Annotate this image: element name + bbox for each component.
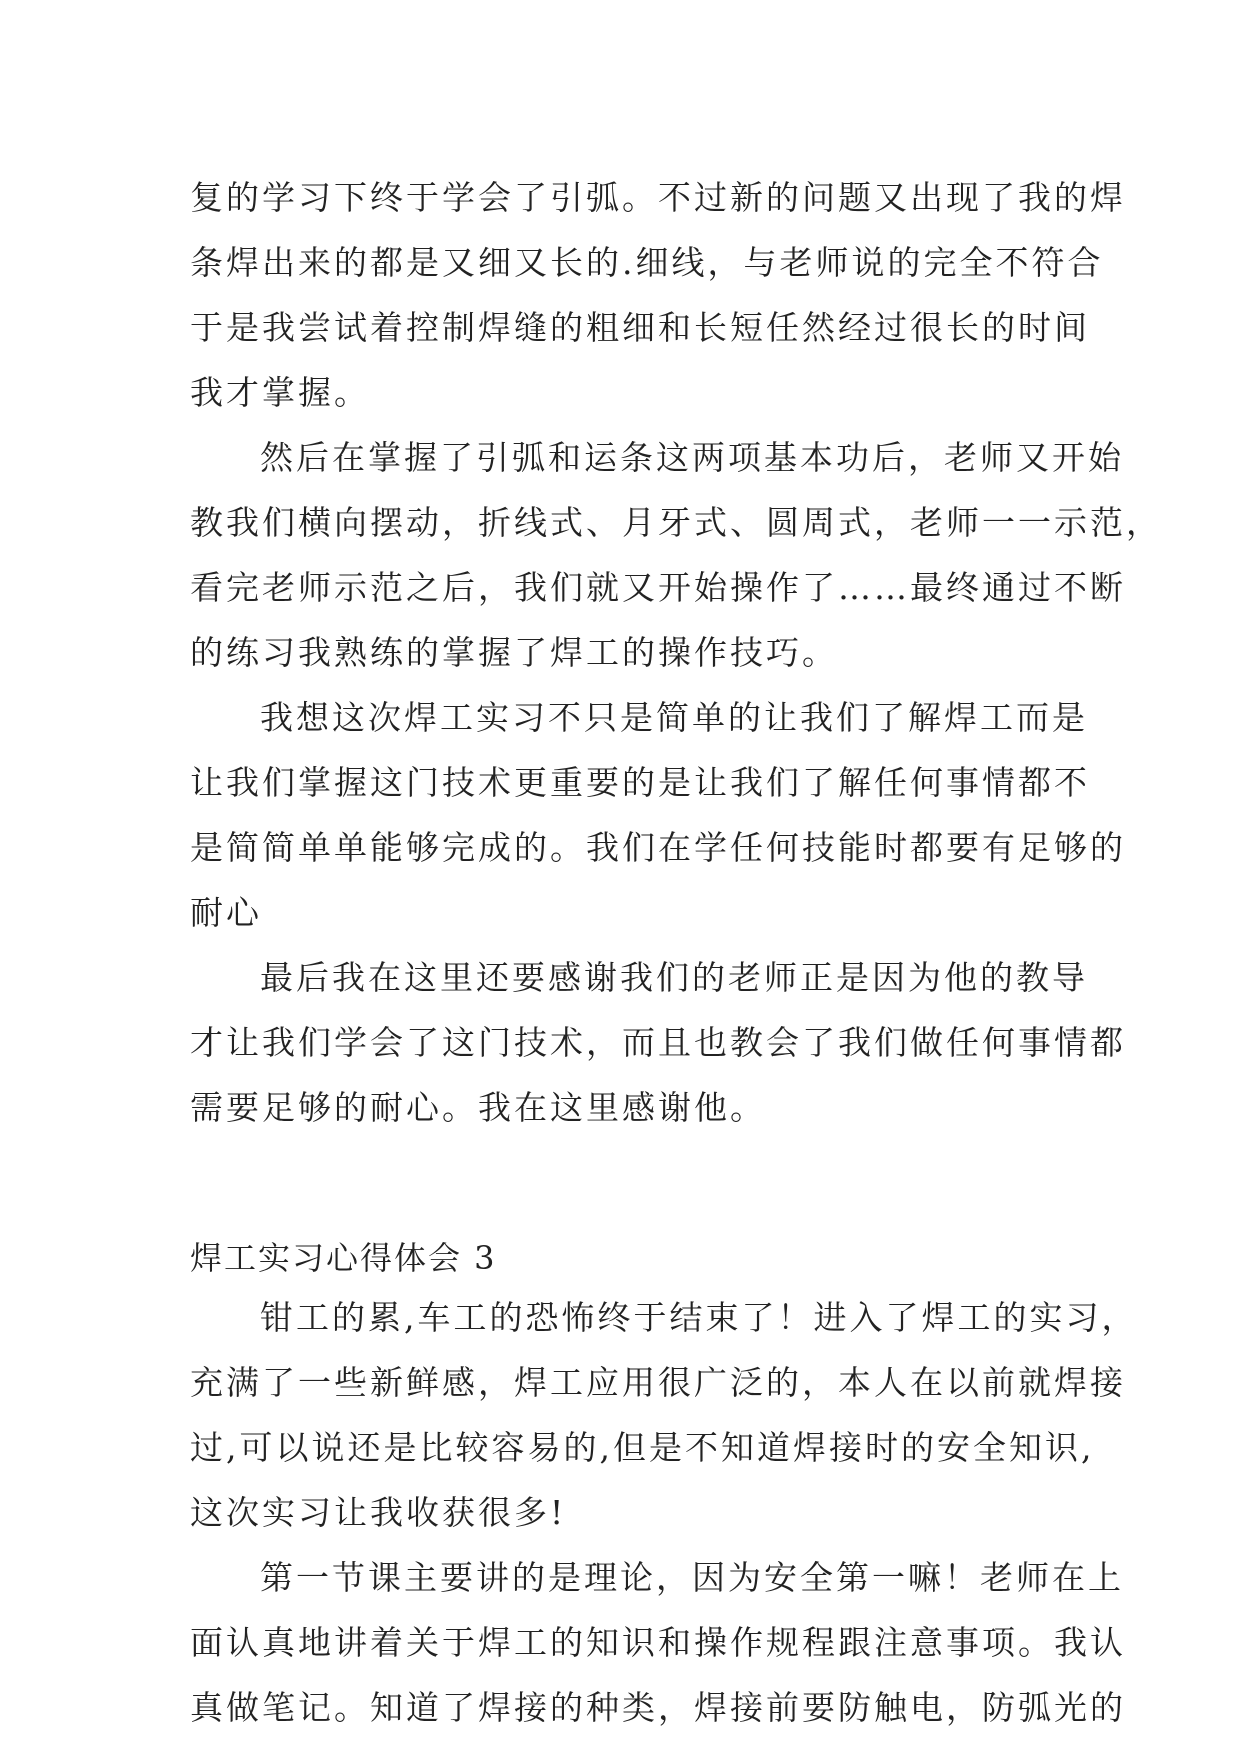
text-line: 才让我们学会了这门技术，而且也教会了我们做任何事情都 bbox=[190, 1023, 1126, 1062]
text-line: 看完老师示范之后，我们就又开始操作了……最终通过不断 bbox=[190, 568, 1126, 607]
body-text-section-1 bbox=[190, 165, 1162, 1140]
text-line: 第一节课主要讲的是理论，因为安全第一嘛！老师在上 bbox=[260, 1558, 1124, 1597]
text-line: 让我们掌握这门技术更重要的是让我们了解任何事情都不 bbox=[190, 763, 1090, 802]
text-line: 教我们横向摆动，折线式、月牙式、圆周式，老师一一示范， bbox=[190, 503, 1162, 542]
text-line: 于是我尝试着控制焊缝的粗细和长短任然经过很长的时间 bbox=[190, 308, 1090, 347]
text-line: 过,可以说还是比较容易的,但是不知道焊接时的安全知识, bbox=[190, 1428, 1095, 1467]
text-line: 真做笔记。知道了焊接的种类，焊接前要防触电，防弧光的 bbox=[190, 1688, 1126, 1727]
text-line: 充满了一些新鲜感，焊工应用很广泛的，本人在以前就焊接 bbox=[190, 1363, 1126, 1402]
text-line: 钳工的累,车工的恐怖终于结束了！进入了焊工的实习， bbox=[260, 1298, 1138, 1337]
body-text-section-2 bbox=[190, 1285, 1138, 1740]
text-line: 复的学习下终于学会了引弧。不过新的问题又出现了我的焊 bbox=[190, 178, 1126, 217]
text-line: 条焊出来的都是又细又长的.细线，与老师说的完全不符合 bbox=[190, 243, 1104, 282]
text-line: 需要足够的耐心。我在这里感谢他。 bbox=[190, 1088, 766, 1127]
text-line: 我才掌握。 bbox=[190, 373, 370, 412]
text-line: 然后在掌握了引弧和运条这两项基本功后，老师又开始 bbox=[260, 438, 1124, 477]
text-line: 耐心 bbox=[190, 893, 262, 932]
text-line: 的练习我熟练的掌握了焊工的操作技巧。 bbox=[190, 633, 838, 672]
text-line: 我想这次焊工实习不只是简单的让我们了解焊工而是 bbox=[260, 698, 1088, 737]
text-line: 面认真地讲着关于焊工的知识和操作规程跟注意事项。我认 bbox=[190, 1623, 1126, 1662]
text-line: 这次实习让我收获很多! bbox=[190, 1493, 567, 1532]
text-line: 最后我在这里还要感谢我们的老师正是因为他的教导 bbox=[260, 958, 1088, 997]
section-heading: 焊工实习心得体会 3 bbox=[190, 1239, 497, 1277]
text-line: 是简简单单能够完成的。我们在学任何技能时都要有足够的 bbox=[190, 828, 1126, 867]
